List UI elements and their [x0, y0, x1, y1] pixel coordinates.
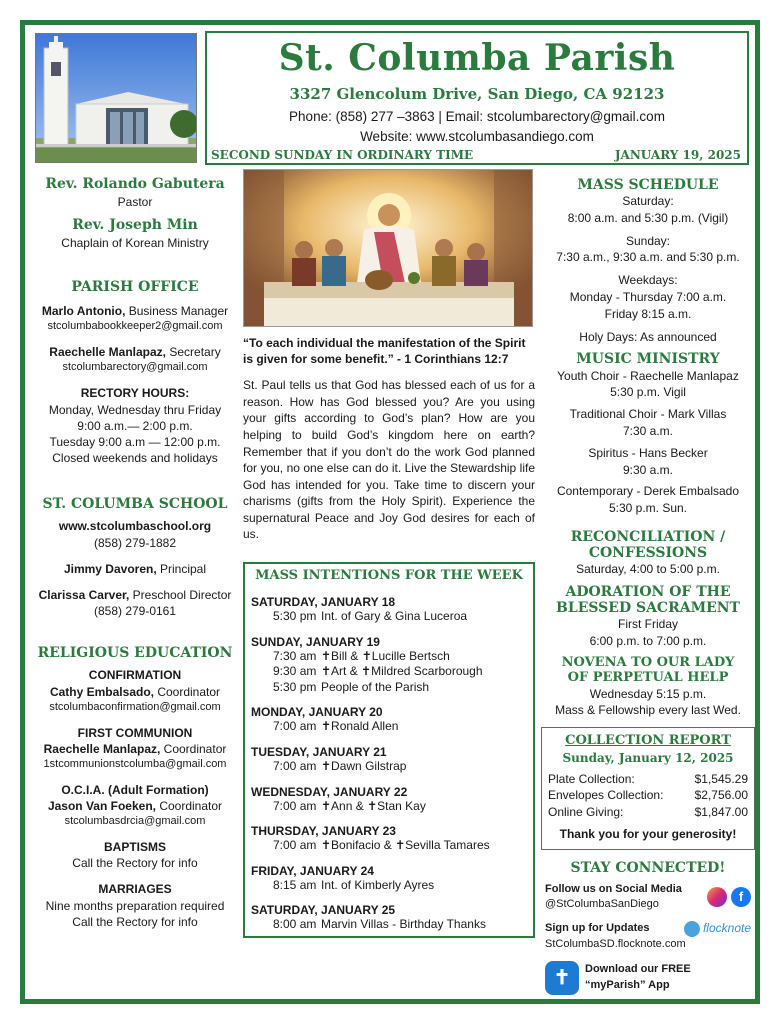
pastor-name: Rev. Rolando Gabutera — [45, 176, 225, 192]
intention-row: 7:30 am ✝Bill & ✝Lucille Bertsch — [273, 648, 450, 663]
office-person-1: Marlo Antonio, Business Manager — [41, 304, 229, 319]
parish-website: Website: www.stcolumbasandiego.com — [360, 129, 594, 144]
collection-report-box — [541, 727, 755, 849]
church-photo — [35, 33, 197, 163]
music-item: Youth Choir - Raechelle Manlapaz — [557, 368, 739, 383]
sun-label: Sunday: — [625, 233, 671, 248]
parish-address: 3327 Glencolum Drive, San Diego, CA 92123 — [289, 85, 665, 103]
music-time: 7:30 a.m. — [622, 423, 674, 438]
intention-day: TUESDAY, JANUARY 21 — [251, 744, 387, 759]
intention-row: 8:15 am Int. of Kimberly Ayres — [273, 877, 435, 892]
collection-date: Sunday, January 12, 2025 — [562, 751, 734, 766]
communion-email: 1stcommunionstcolumba@gmail.com — [43, 757, 227, 770]
adoration-heading: ADORATION OF THE — [565, 583, 731, 600]
adoration-heading: BLESSED SACRAMENT — [556, 600, 740, 617]
flocknote-logo: flocknote — [702, 921, 751, 936]
right-column — [541, 177, 755, 995]
social-section — [541, 882, 755, 995]
sun-times: 7:30 a.m., 9:30 a.m. and 5:30 p.m. — [556, 250, 740, 265]
baptisms-info: Call the Rectory for info — [72, 856, 198, 871]
communion-heading: FIRST COMMUNION — [77, 725, 193, 740]
intention-day: MONDAY, JANUARY 20 — [251, 705, 383, 720]
bulletin-date: JANUARY 19, 2025 — [614, 148, 741, 162]
chaplain-name: Rev. Joseph Min — [72, 217, 198, 234]
school-website: www.stcolumbaschool.org — [58, 519, 212, 534]
reconciliation-heading: RECONCILIATION / — [570, 528, 726, 545]
parish-phone-email: Phone: (858) 277 –3863 | Email: stcolumbarectory@gmail.com — [289, 109, 665, 124]
marriages-heading: MARRIAGES — [98, 882, 172, 897]
office-person-2: Raechelle Manlapaz, Secretary — [49, 345, 221, 360]
instagram-icon[interactable] — [707, 887, 727, 907]
novena-heading: NOVENA TO OUR LADY — [561, 654, 735, 670]
parish-office-heading: PARISH OFFICE — [71, 279, 199, 296]
rectory-hours-line: Tuesday 9:00 a.m — 12:00 p.m. — [49, 434, 221, 449]
last-supper-painting — [243, 169, 533, 327]
collection-row: Envelopes Collection: $2,756.00 — [548, 788, 748, 803]
music-time: 5:30 p.m. Sun. — [608, 501, 688, 516]
rectory-hours-line: Monday, Wednesday thru Friday — [48, 402, 222, 417]
collection-row: Plate Collection: $1,545.29 — [548, 772, 748, 787]
baptisms-heading: BAPTISMS — [103, 840, 166, 855]
intention-day: FRIDAY, JANUARY 24 — [251, 863, 374, 878]
music-item: Spiritus - Hans Becker — [588, 445, 708, 460]
week-times: Friday 8:15 a.m. — [604, 306, 692, 321]
facebook-icon[interactable]: f — [731, 887, 751, 907]
confirmation-heading: CONFIRMATION — [88, 668, 182, 683]
intention-day: THURSDAY, JANUARY 23 — [251, 824, 396, 839]
office-email-2: stcolumbarectory@gmail.com — [62, 361, 208, 374]
music-heading: MUSIC MINISTRY — [576, 351, 720, 368]
left-column — [29, 175, 241, 930]
mass-schedule-heading: MASS SCHEDULE — [577, 177, 719, 193]
sat-label: Saturday: — [622, 194, 674, 209]
intention-row: 5:30 pm Int. of Gary & Gina Luceroa — [273, 609, 468, 623]
marriages-info: Call the Rectory for info — [72, 914, 198, 929]
school-director-phone: (858) 279-0161 — [93, 604, 177, 619]
sat-times: 8:00 a.m. and 5:30 p.m. (Vigil) — [567, 210, 729, 225]
intention-row: 7:00 am ✝Bonifacio & ✝Sevilla Tamares — [273, 838, 490, 853]
ocia-email: stcolumbasdrcia@gmail.com — [64, 815, 206, 828]
office-email-1: stcolumbabookkeeper2@gmail.com — [47, 320, 223, 333]
intention-row: 9:30 am ✝Art & ✝Mildred Scarborough — [273, 664, 483, 679]
school-phone: (858) 279-1882 — [93, 535, 177, 550]
religious-ed-heading: RELIGIOUS EDUCATION — [37, 645, 233, 662]
rectory-hours-heading: RECTORY HOURS: — [80, 386, 190, 401]
intentions-title: MASS INTENTIONS FOR THE WEEK — [255, 568, 523, 583]
chaplain-title: Chaplain of Korean Ministry — [61, 235, 209, 250]
intention-row: 7:00 am ✝Ann & ✝Stan Kay — [273, 798, 426, 813]
intention-row: 5:30 pm People of the Parish — [273, 679, 430, 694]
social-handle: @StColumbaSanDiego — [545, 898, 659, 910]
communion-coordinator: Raechelle Manlapaz, Coordinator — [43, 741, 227, 756]
novena-extra: Mass & Fellowship every last Wed. — [555, 703, 741, 718]
confirmation-coordinator: Cathy Embalsado, Coordinator — [49, 684, 221, 699]
intention-day: SUNDAY, JANUARY 19 — [251, 634, 380, 649]
middle-column — [243, 169, 535, 932]
school-director: Clarissa Carver, Preschool Director — [38, 587, 232, 602]
app-name-text: “myParish” App — [585, 978, 670, 991]
school-heading: ST. COLUMBA SCHOOL — [42, 496, 228, 513]
liturgical-sunday: SECOND SUNDAY IN ORDINARY TIME — [211, 148, 474, 162]
myparish-app-icon[interactable]: ✝ — [545, 961, 579, 995]
bulletin-page — [20, 20, 760, 1004]
intention-day: SATURDAY, JANUARY 18 — [251, 595, 396, 609]
week-label: Weekdays: — [618, 273, 678, 288]
reconciliation-heading: CONFESSIONS — [588, 545, 708, 562]
intention-row: 7:00 am ✝Dawn Gilstrap — [273, 758, 407, 773]
reflection-text: St. Paul tells us that God has blessed each of us for a reason. How has God blessed you? Are you using your gifts according to God’s plan? How are you helping to build God’s kingdom here on earth? Remember that if you don’t do the work God planned for you, no one else can do it. Live the Stewardship life God has intended for you. Take time to discern your charisms (gifts from the Holy Spirit). Experience the supernatural Peace and Joy God desires for each of us. — [243, 378, 535, 542]
holy-days: Holy Days: As announced — [579, 329, 717, 344]
flocknote-icon — [684, 921, 700, 937]
adoration-day: First Friday — [618, 617, 678, 632]
scripture-quote: “To each individual the manifestation of the Spirit is given for some benefit.” - 1 Corinthians 12:7 — [243, 336, 526, 367]
intention-row: 7:00 am ✝Ronald Allen — [273, 719, 399, 734]
signup-text: Sign up for Updates — [545, 922, 650, 935]
intention-day: SATURDAY, JANUARY 25 — [251, 903, 396, 918]
novena-heading: OF PERPETUAL HELP — [567, 669, 729, 685]
school-principal: Jimmy Davoren, Principal — [63, 561, 207, 576]
app-download-text: Download our FREE — [585, 963, 691, 976]
parish-title: St. Columba Parish — [278, 37, 676, 79]
follow-text: Follow us on Social Media — [545, 882, 682, 895]
adoration-time: 6:00 p.m. to 7:00 p.m. — [589, 633, 707, 648]
music-time: 5:30 p.m. Vigil — [610, 385, 686, 400]
collection-row: Online Giving: $1,847.00 — [548, 804, 748, 819]
flocknote-url[interactable]: StColumbaSD.flocknote.com — [545, 938, 686, 951]
collection-title: COLLECTION REPORT — [565, 733, 731, 749]
collection-thanks: Thank you for your generosity! — [559, 826, 737, 841]
novena-time: Wednesday 5:15 p.m. — [589, 686, 707, 701]
intention-day: WEDNESDAY, JANUARY 22 — [251, 784, 408, 799]
music-item: Traditional Choir - Mark Villas — [569, 407, 727, 422]
stay-connected-heading: STAY CONNECTED! — [570, 859, 726, 876]
rectory-hours-line: Closed weekends and holidays — [52, 451, 218, 466]
header-box — [205, 31, 749, 165]
reconciliation-time: Saturday, 4:00 to 5:00 p.m. — [576, 562, 720, 577]
intention-row: 8:00 am Marvin Villas - Birthday Thanks — [273, 917, 486, 932]
week-times: Monday - Thursday 7:00 a.m. — [569, 290, 727, 305]
confirmation-email: stcolumbaconfirmation@gmail.com — [49, 700, 221, 713]
ocia-coordinator: Jason Van Foeken, Coordinator — [47, 799, 223, 813]
ocia-heading: O.C.I.A. (Adult Formation) — [61, 782, 209, 797]
music-time: 9:30 a.m. — [622, 462, 674, 477]
marriages-info: Nine months preparation required — [45, 898, 225, 913]
rectory-hours-line: 9:00 a.m.— 2:00 p.m. — [77, 418, 193, 433]
music-item: Contemporary - Derek Embalsado — [556, 484, 740, 499]
mass-intentions-box — [243, 562, 535, 938]
pastor-title: Pastor — [117, 194, 153, 209]
